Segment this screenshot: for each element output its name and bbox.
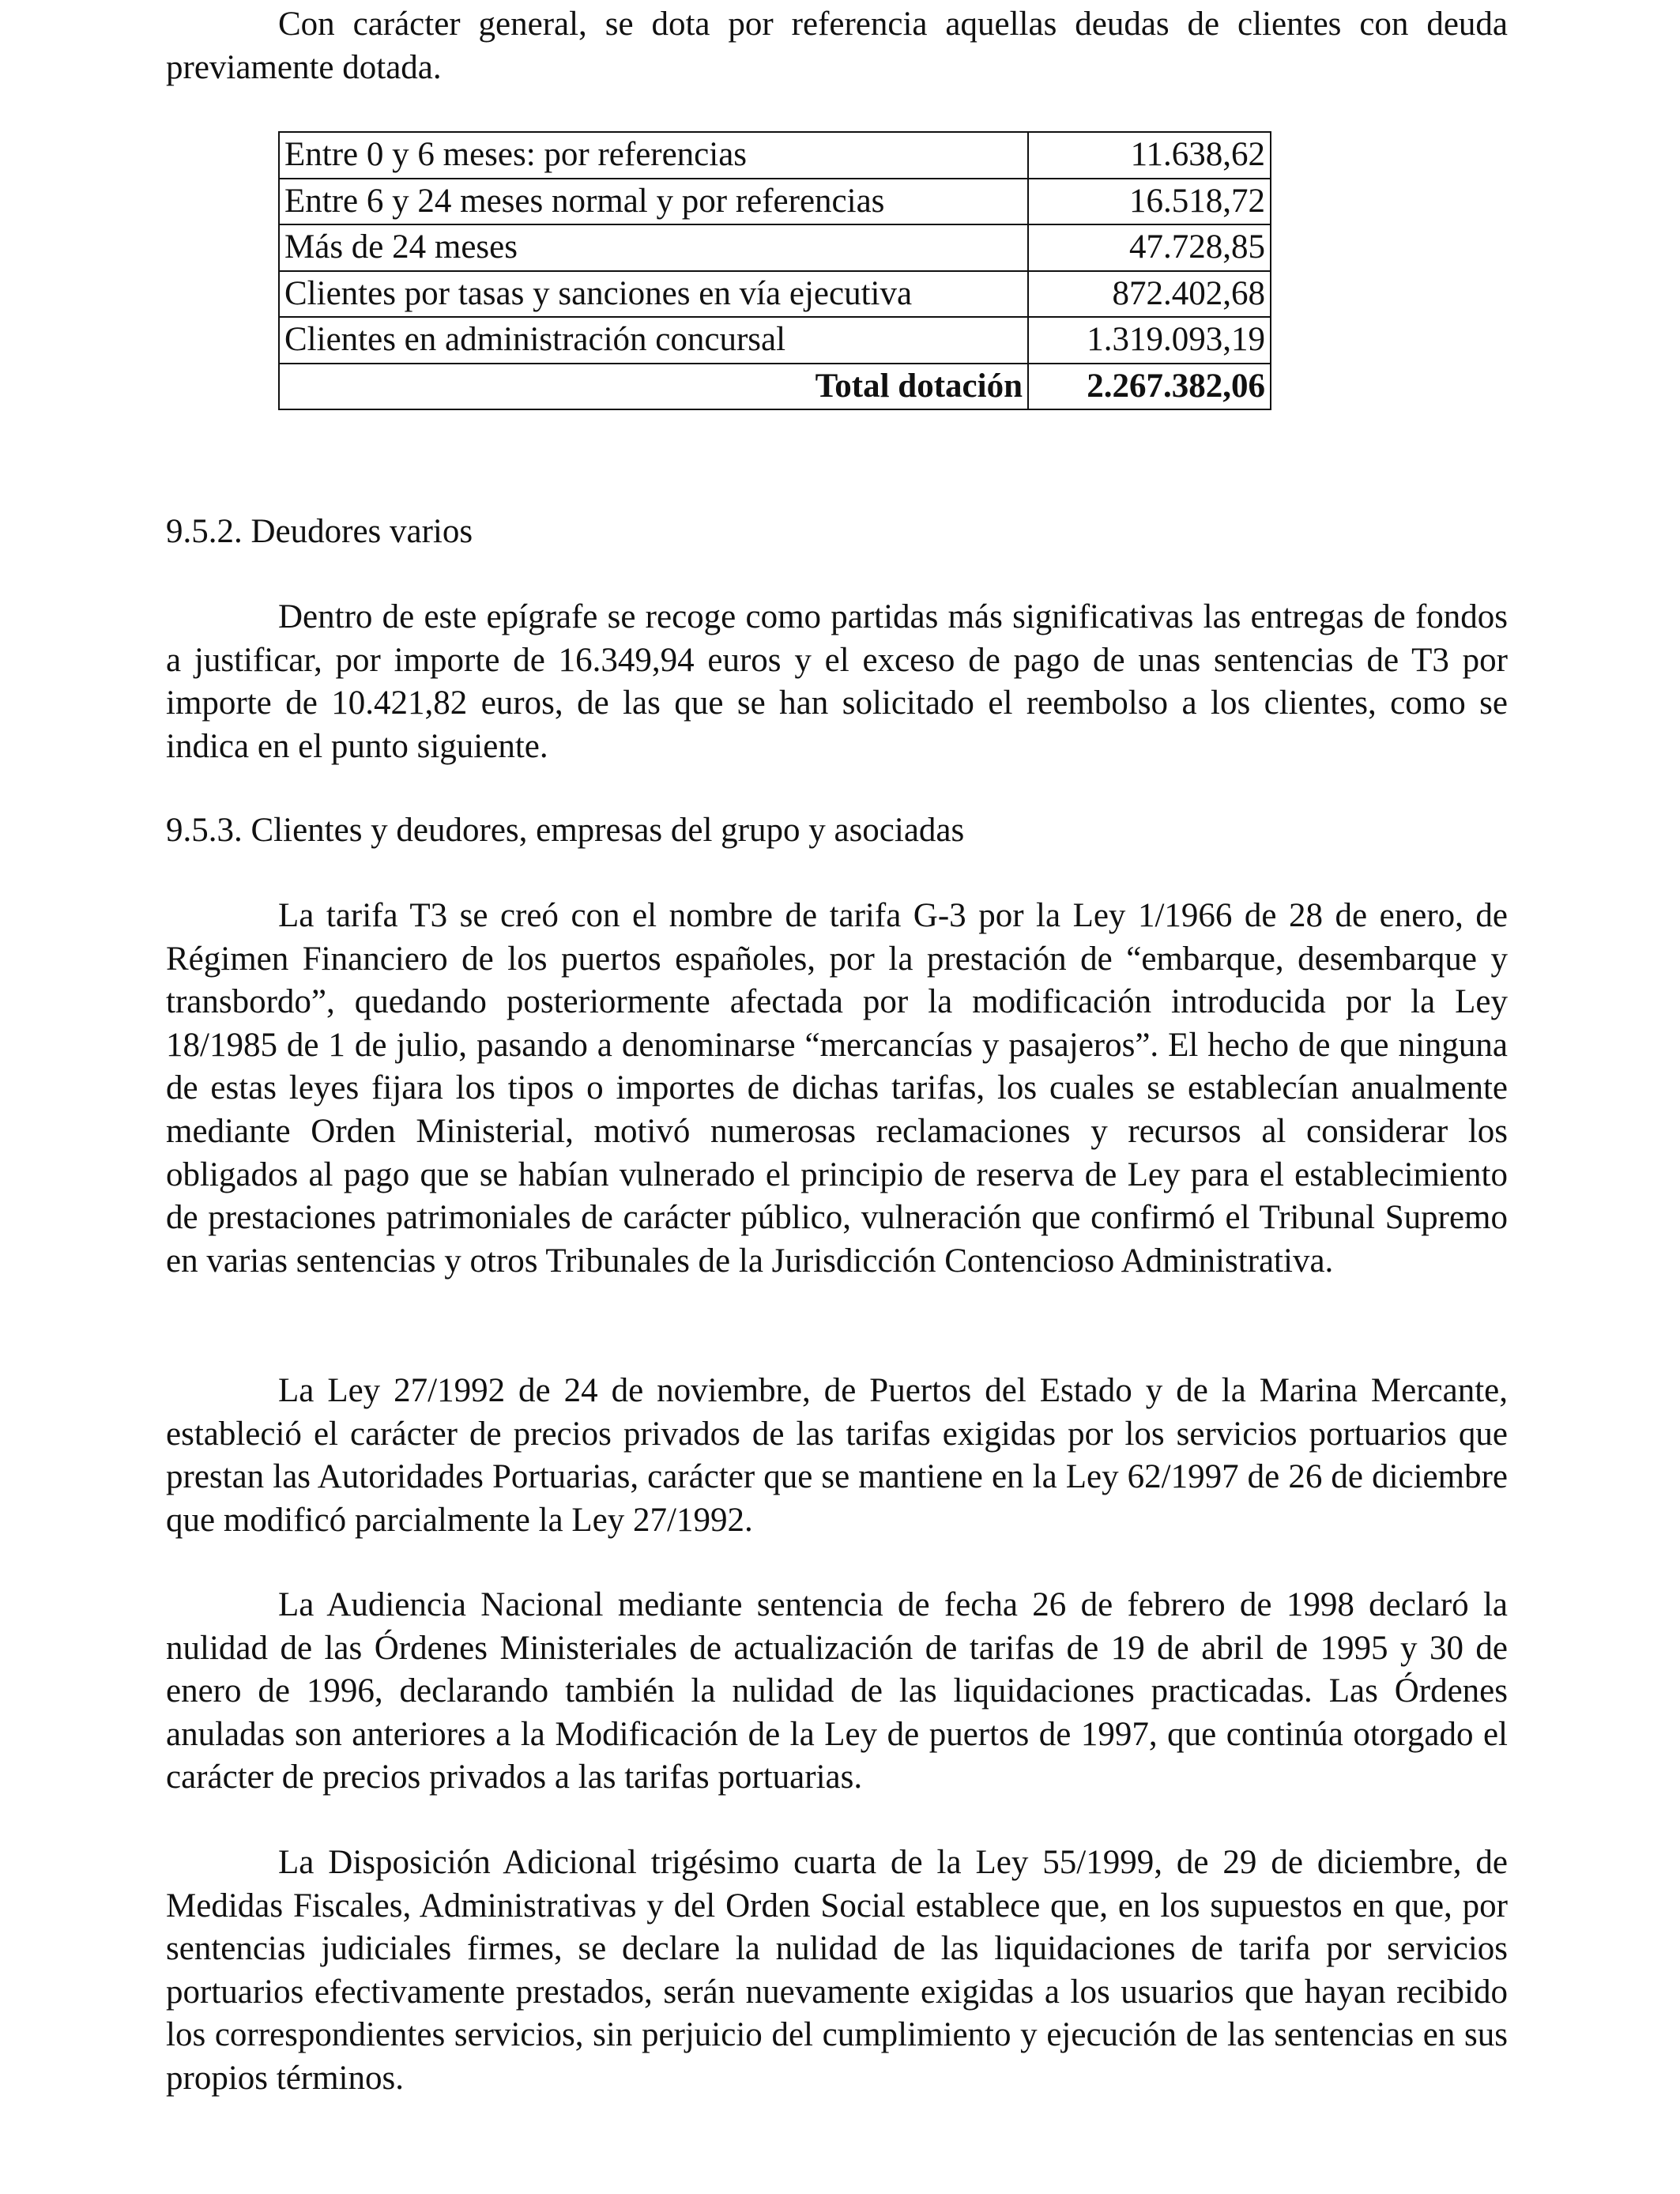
row-amount: 1.319.093,19 — [1028, 317, 1271, 364]
paragraph-deudores-varios: Dentro de este epígrafe se recoge como partidas más significativas las entregas de fondos a justificar, por importe de 16.349,94 euros y el exceso de pago de unas sentencias de T3 por importe de 10.421,82 euros, de las que se han solicitado el reembolso a los clientes, como se indica en el punto siguiente. — [166, 598, 1508, 765]
table-row — [279, 317, 1271, 364]
paragraph-disposicion-adicional: La Disposición Adicional trigésimo cuarta de la Ley 55/1999, de 29 de diciembre, de Medidas Fiscales, Administrativas y del Orden Social establece que, en los supuestos en que, por sentencias judiciales firmes, se declare la nulidad de las liquidaciones de tarifa por servicios portuarios efectivamente prestados, serán nuevamente exigidas a los usuarios que hayan recibido los correspondientes servicios, sin perjuicio del cumplimiento y ejecución de las sentencias en sus propios términos. — [166, 1844, 1508, 2097]
row-amount: 47.728,85 — [1028, 224, 1271, 271]
section-heading-953: 9.5.3. Clientes y deudores, empresas del grupo y asociadas — [166, 812, 965, 849]
row-label: Entre 6 y 24 meses normal y por referencias — [279, 179, 1028, 225]
paragraph-audiencia-nacional: La Audiencia Nacional mediante sentencia de fecha 26 de febrero de 1998 declaró la nulidad de las Órdenes Ministeriales de actualización de tarifas de 19 de abril de 1995 y 30 de enero de 1996, declarando también la nulidad de las liquidaciones practicadas. Las Órdenes anuladas son anteriores a la Modificación de la Ley de puertos de 1997, que continúa otorgado el carácter de precios privados a las tarifas portuarias. — [166, 1586, 1508, 1796]
provision-table — [278, 131, 1271, 410]
intro-paragraph: Con carácter general, se dota por referencia aquellas deudas de clientes con deuda previamente dotada. — [166, 6, 1508, 86]
row-label: Clientes por tasas y sanciones en vía ejecutiva — [279, 271, 1028, 318]
paragraph-ley-27-1992: La Ley 27/1992 de 24 de noviembre, de Puertos del Estado y de la Marina Mercante, estableció el carácter de precios privados de las tarifas exigidas por los servicios portuarios que prestan las Autoridades Portuarias, carácter que se mantiene en la Ley 62/1997 de 26 de diciembre que modificó parcialmente la Ley 27/1992. — [166, 1372, 1508, 1539]
total-label: Total dotación — [279, 364, 1028, 410]
row-amount: 16.518,72 — [1028, 179, 1271, 225]
row-amount: 11.638,62 — [1028, 132, 1271, 179]
total-amount: 2.267.382,06 — [1028, 364, 1271, 410]
row-label: Clientes en administración concursal — [279, 317, 1028, 364]
row-amount: 872.402,68 — [1028, 271, 1271, 318]
paragraph-tarifa-t3: La tarifa T3 se creó con el nombre de tarifa G-3 por la Ley 1/1966 de 28 de enero, de Régimen Financiero de los puertos españoles, por la prestación de “embarque, desembarque y transbordo”, quedando posteriormente afectada por la modificación introducida por la Ley 18/1985 de 1 de julio, pasando a denominarse “mercancías y pasajeros”. El hecho de que ninguna de estas leyes fijara los tipos o importes de dichas tarifas, los cuales se establecían anualmente mediante Orden Ministerial, motivó numerosas reclamaciones y recursos al considerar los obligados al pago que se habían vulnerado el principio de reserva de Ley para el establecimiento de prestaciones patrimoniales de carácter público, vulneración que confirmó el Tribunal Supremo en varias sentencias y otros Tribunales de la Jurisdicción Contencioso Administrativa. — [166, 897, 1508, 1280]
table-row — [279, 224, 1271, 271]
table-row — [279, 271, 1271, 318]
section-heading-952: 9.5.2. Deudores varios — [166, 513, 473, 550]
row-label: Entre 0 y 6 meses: por referencias — [279, 132, 1028, 179]
total-row — [279, 364, 1271, 410]
table-row — [279, 132, 1271, 179]
row-label: Más de 24 meses — [279, 224, 1028, 271]
table-row — [279, 179, 1271, 225]
